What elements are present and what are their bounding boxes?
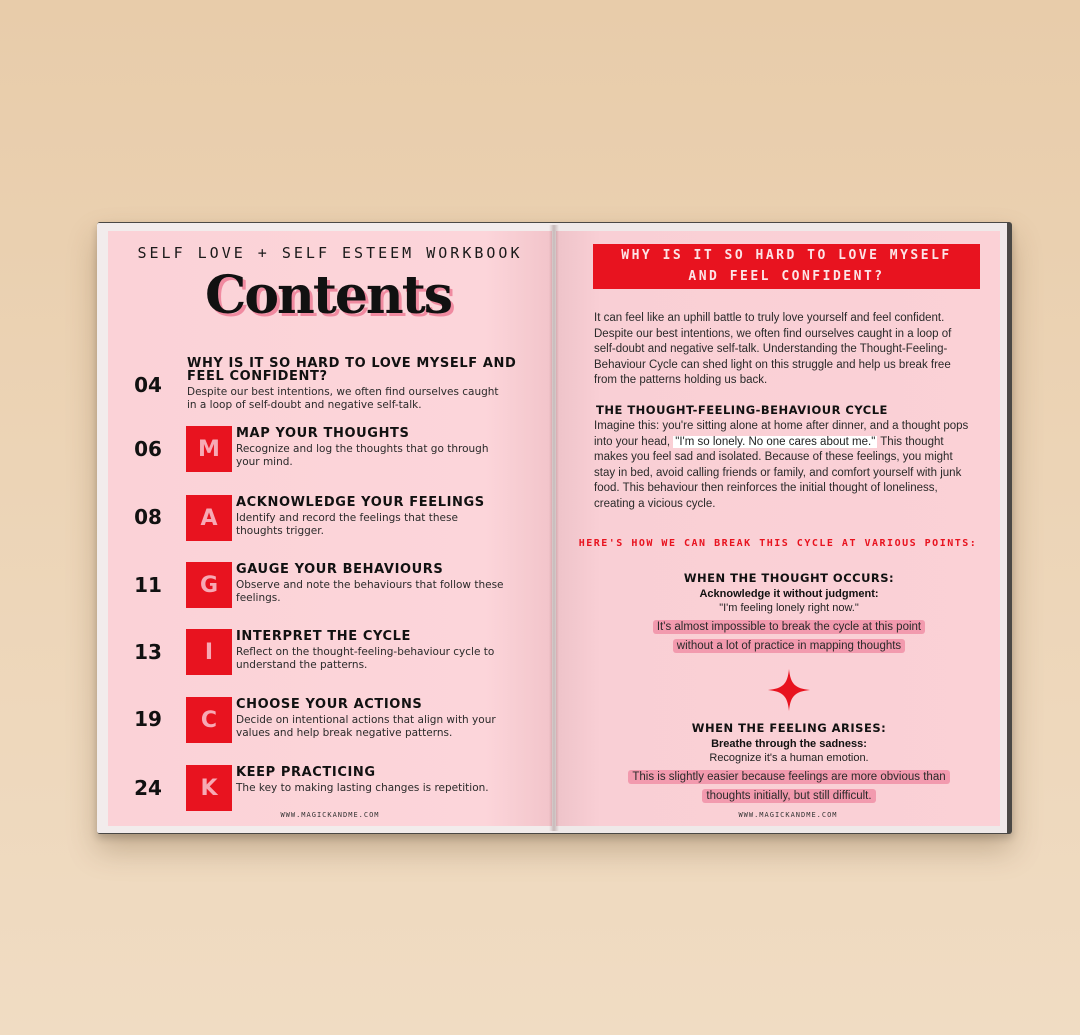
cycle-quote-highlight: "I'm so lonely. No one cares about me.": [675, 435, 876, 448]
toc-title: GAUGE YOUR BEHAVIOURS: [236, 562, 444, 577]
feeling-heading: WHEN THE FEELING ARISES:: [691, 721, 887, 735]
thought-heading: WHEN THE THOUGHT OCCURS:: [683, 571, 895, 585]
article-page: [556, 231, 1000, 826]
toc-page-number: 24: [134, 776, 162, 800]
feeling-example: Recognize it's a human emotion.: [709, 752, 869, 764]
toc-letter-badge: K: [186, 765, 232, 811]
toc-page-number: 08: [134, 505, 162, 529]
toc-title: ACKNOWLEDGE YOUR FEELINGS: [236, 495, 485, 510]
thought-note-line-1: It's almost impossible to break the cycle at this point: [653, 620, 925, 634]
page-footer-url: WWW.MAGICKANDME.COM: [738, 811, 838, 819]
toc-description: Decide on intentional actions that align with your values and help break negative patterns.: [236, 714, 496, 739]
feeling-note-line-1: This is slightly easier because feelings are more obvious than: [628, 770, 949, 784]
toc-page-number: 04: [134, 373, 162, 397]
toc-page-number: 19: [134, 707, 162, 731]
toc-description: Reflect on the thought-feeling-behaviour cycle to understand the patterns.: [236, 646, 495, 671]
banner-line-2: AND FEEL CONFIDENT?: [688, 269, 885, 284]
break-cycle-heading: HERE'S HOW WE CAN BREAK THIS CYCLE AT VARIOUS POINTS:: [578, 538, 978, 549]
banner-line-1: WHY IS IT SO HARD TO LOVE MYSELF: [621, 248, 952, 263]
cycle-text-before: Imagine this: you're sitting alone at home after dinner, and a thought pops into your head,: [594, 420, 969, 448]
toc-page-number: 11: [134, 573, 162, 597]
toc-letter-badge: C: [186, 697, 232, 743]
cycle-text-after: This thought makes you feel sad and isolated. Because of these feelings, you might stay in bed, avoid calling friends or family, and comfort yourself with junk food. This behaviour then reinforces the initial thought of loneliness, creating a vicious cycle.: [594, 435, 962, 510]
book-spine-gutter: [549, 225, 559, 831]
toc-page-number: 13: [134, 640, 162, 664]
feeling-section: [556, 721, 1000, 805]
toc-letter-badge: I: [186, 629, 232, 675]
toc-description: Recognize and log the thoughts that go through your mind.: [236, 443, 489, 468]
toc-page-number: 06: [134, 437, 162, 461]
thought-section: [556, 571, 1000, 655]
toc-title: MAP YOUR THOUGHTS: [236, 426, 410, 441]
toc-title: KEEP PRACTICING: [236, 765, 376, 780]
toc-description: Identify and record the feelings that these thoughts trigger.: [236, 512, 458, 537]
toc-description: Observe and note the behaviours that follow these feelings.: [236, 579, 504, 604]
toc-title: WHY IS IT SO HARD TO LOVE MYSELF AND FEEL CONFIDENT?: [187, 356, 517, 384]
workbook-title: SELF LOVE + SELF ESTEEM WORKBOOK: [137, 244, 523, 262]
toc-letter-badge: A: [186, 495, 232, 541]
toc-title: INTERPRET THE CYCLE: [236, 629, 412, 644]
feeling-action: Breathe through the sadness:: [711, 738, 867, 750]
cycle-paragraph: [594, 419, 974, 512]
toc-description: The key to making lasting changes is repetition.: [236, 782, 489, 794]
sparkle-star-icon: [766, 667, 812, 713]
thought-note-line-2: without a lot of practice in mapping thoughts: [673, 639, 905, 653]
toc-description: Despite our best intentions, we often find ourselves caught in a loop of self-doubt and negative self-talk.: [187, 386, 499, 411]
intro-paragraph: It can feel like an uphill battle to truly love yourself and feel confident. Despite our best intentions, we often find ourselves caught in a loop of self-doubt and negative self-talk. Understanding the Thought-Feeling-Behaviour Cycle can shed light on this struggle and help us break free from the patterns holding us back.: [594, 312, 952, 386]
toc-letter-badge: G: [186, 562, 232, 608]
page-footer-url: WWW.MAGICKANDME.COM: [280, 811, 380, 819]
thought-example: "I'm feeling lonely right now.": [719, 602, 859, 614]
cycle-heading: THE THOUGHT-FEELING-BEHAVIOUR CYCLE: [596, 403, 888, 417]
contents-heading: Contents: [204, 265, 452, 326]
feeling-note-line-2: thoughts initially, but still difficult.: [702, 789, 875, 803]
thought-action: Acknowledge it without judgment:: [699, 588, 879, 600]
toc-title: CHOOSE YOUR ACTIONS: [236, 697, 423, 712]
toc-letter-badge: M: [186, 426, 232, 472]
contents-page: [108, 231, 552, 826]
section-banner: [593, 244, 980, 289]
